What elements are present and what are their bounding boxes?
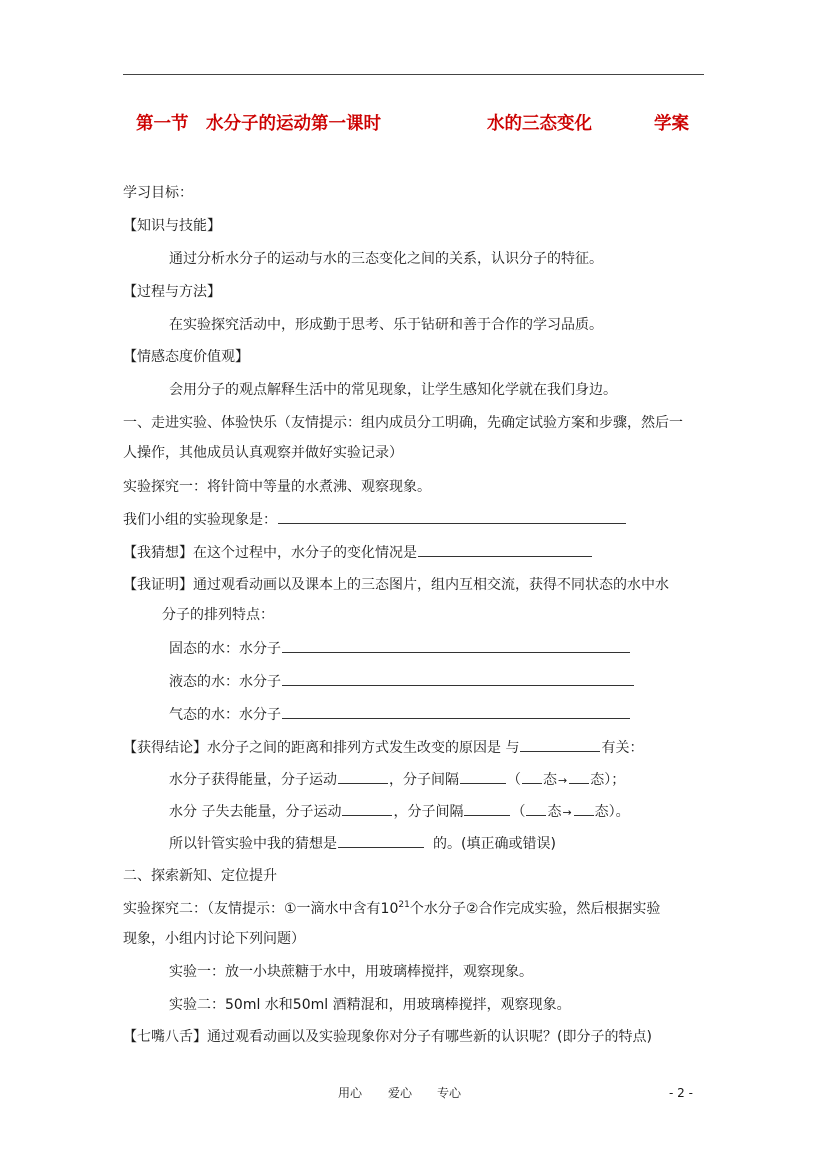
gain-motion-blank[interactable] (338, 769, 388, 784)
lose-close: 态）。 (594, 804, 630, 820)
prove-line2: 分子的排列特点： (162, 607, 274, 623)
gain-text-b: ，分子间隔 (389, 772, 459, 788)
lose-state-from-blank[interactable] (526, 801, 546, 816)
lose-text-a: 水分 子失去能量，分子运动 (169, 804, 342, 820)
lose-paren: （ (511, 804, 526, 820)
lose-arrow-icon: → (562, 806, 572, 819)
guess-check-b: 的。(填正确或错误) (433, 836, 556, 852)
solid-line (169, 638, 631, 659)
conclusion-text-b: 有关： (601, 740, 644, 756)
attitude-heading: 【情感态度价值观】 (123, 349, 249, 365)
guess-check-blank[interactable] (338, 833, 424, 848)
liquid-blank[interactable] (282, 671, 634, 686)
exp2-exponent: 21 (398, 900, 410, 910)
page-number: - 2 - (669, 1086, 693, 1100)
footer-motto-3: 专心 (437, 1086, 462, 1100)
guess-line (123, 542, 593, 563)
guess-check-a: 所以针管实验中我的猜想是 (169, 836, 337, 852)
guess-label: 【我猜想】在这个过程中，水分子的变化情况是 (123, 545, 417, 561)
sub-experiment-2: 实验二：50ml 水和50ml 酒精混和，用玻璃棒搅拌，观察现象。 (169, 997, 571, 1013)
gain-text-a: 水分子获得能量，分子运动 (169, 772, 337, 788)
section2-heading: 二、探索新知、定位提升 (123, 868, 277, 884)
guess-blank[interactable] (418, 542, 592, 557)
lose-energy-line (169, 801, 630, 823)
gain-paren: （ (507, 772, 521, 788)
lose-motion-blank[interactable] (342, 801, 392, 816)
gain-close: 态）； (590, 772, 626, 788)
sub-experiment-1: 实验一：放一小块蔗糖于水中，用玻璃棒搅拌，观察现象。 (169, 964, 533, 980)
observation-blank[interactable] (278, 509, 626, 524)
experiment2-line1 (123, 899, 660, 919)
page-title (136, 110, 696, 138)
title-part-3: 学案 (654, 114, 689, 134)
solid-label: 固态的水：水分子 (169, 641, 281, 657)
knowledge-heading: 【知识与技能】 (123, 218, 221, 234)
section1-heading-line1: 一、走进实验、体验快乐（友情提示：组内成员分工明确，先确定试验方案和步骤，然后一 (123, 415, 683, 431)
solid-blank[interactable] (282, 638, 630, 653)
attitude-text: 会用分子的观点解释生活中的常见现象，让学生感知化学就在我们身边。 (169, 382, 617, 398)
footer-motto-2: 爱心 (388, 1086, 413, 1100)
process-heading: 【过程与方法】 (123, 284, 221, 300)
process-text: 在实验探究活动中，形成勤于思考、乐于钻研和善于合作的学习品质。 (169, 317, 603, 333)
conclusion-blank[interactable] (520, 737, 600, 752)
gas-blank[interactable] (282, 704, 630, 719)
footer-motto-1: 用心 (338, 1086, 363, 1100)
liquid-label: 液态的水：水分子 (169, 674, 281, 690)
experiment2-line2: 现象，小组内讨论下列问题） (123, 931, 305, 947)
gas-label: 气态的水：水分子 (169, 707, 281, 723)
gain-state-word: 态 (543, 772, 557, 788)
header-rule (123, 74, 704, 75)
gas-line (169, 704, 631, 725)
conclusion-line (123, 737, 643, 758)
observation-label: 我们小组的实验现象是： (123, 512, 277, 528)
lose-spacing-blank[interactable] (464, 801, 510, 816)
gain-arrow-icon: → (558, 774, 568, 787)
gain-state-to-blank[interactable] (569, 769, 589, 784)
observation-line (123, 509, 627, 530)
lose-text-b: ，分子间隔 (393, 804, 464, 820)
prove-line1: 【我证明】通过观看动画以及课本上的三态图片，组内互相交流，获得不同状态的水中水 (123, 577, 669, 593)
gain-energy-line (169, 769, 625, 791)
discussion-prompt: 【七嘴八舌】通过观看动画以及实验现象你对分子有哪些新的认识呢？(即分子的特点) (123, 1029, 652, 1045)
title-part-2: 水的三态变化 (487, 114, 592, 134)
lose-state-word: 态 (547, 804, 562, 820)
title-part-1: 第一节 水分子的运动第一课时 (136, 114, 381, 134)
liquid-line (169, 671, 635, 692)
guess-check-line (169, 833, 556, 854)
knowledge-text: 通过分析水分子的运动与水的三态变化之间的关系，认识分子的特征。 (169, 251, 603, 267)
section1-heading-line2: 人操作，其他成员认真观察并做好实验记录） (123, 445, 403, 461)
conclusion-text-a: 【获得结论】水分子之间的距离和排列方式发生改变的原因是 与 (123, 740, 520, 756)
goals-heading: 学习目标： (123, 185, 193, 201)
exp2-text-b: 个水分子②合作完成实验，然后根据实验 (409, 901, 661, 917)
experiment1-text: 实验探究一：将针筒中等量的水煮沸、观察现象。 (123, 479, 431, 495)
gain-state-from-blank[interactable] (522, 769, 542, 784)
gain-spacing-blank[interactable] (460, 769, 506, 784)
exp2-text-a: 实验探究二：（友情提示：①一滴水中含有10 (123, 901, 399, 917)
lose-state-to-blank[interactable] (574, 801, 594, 816)
